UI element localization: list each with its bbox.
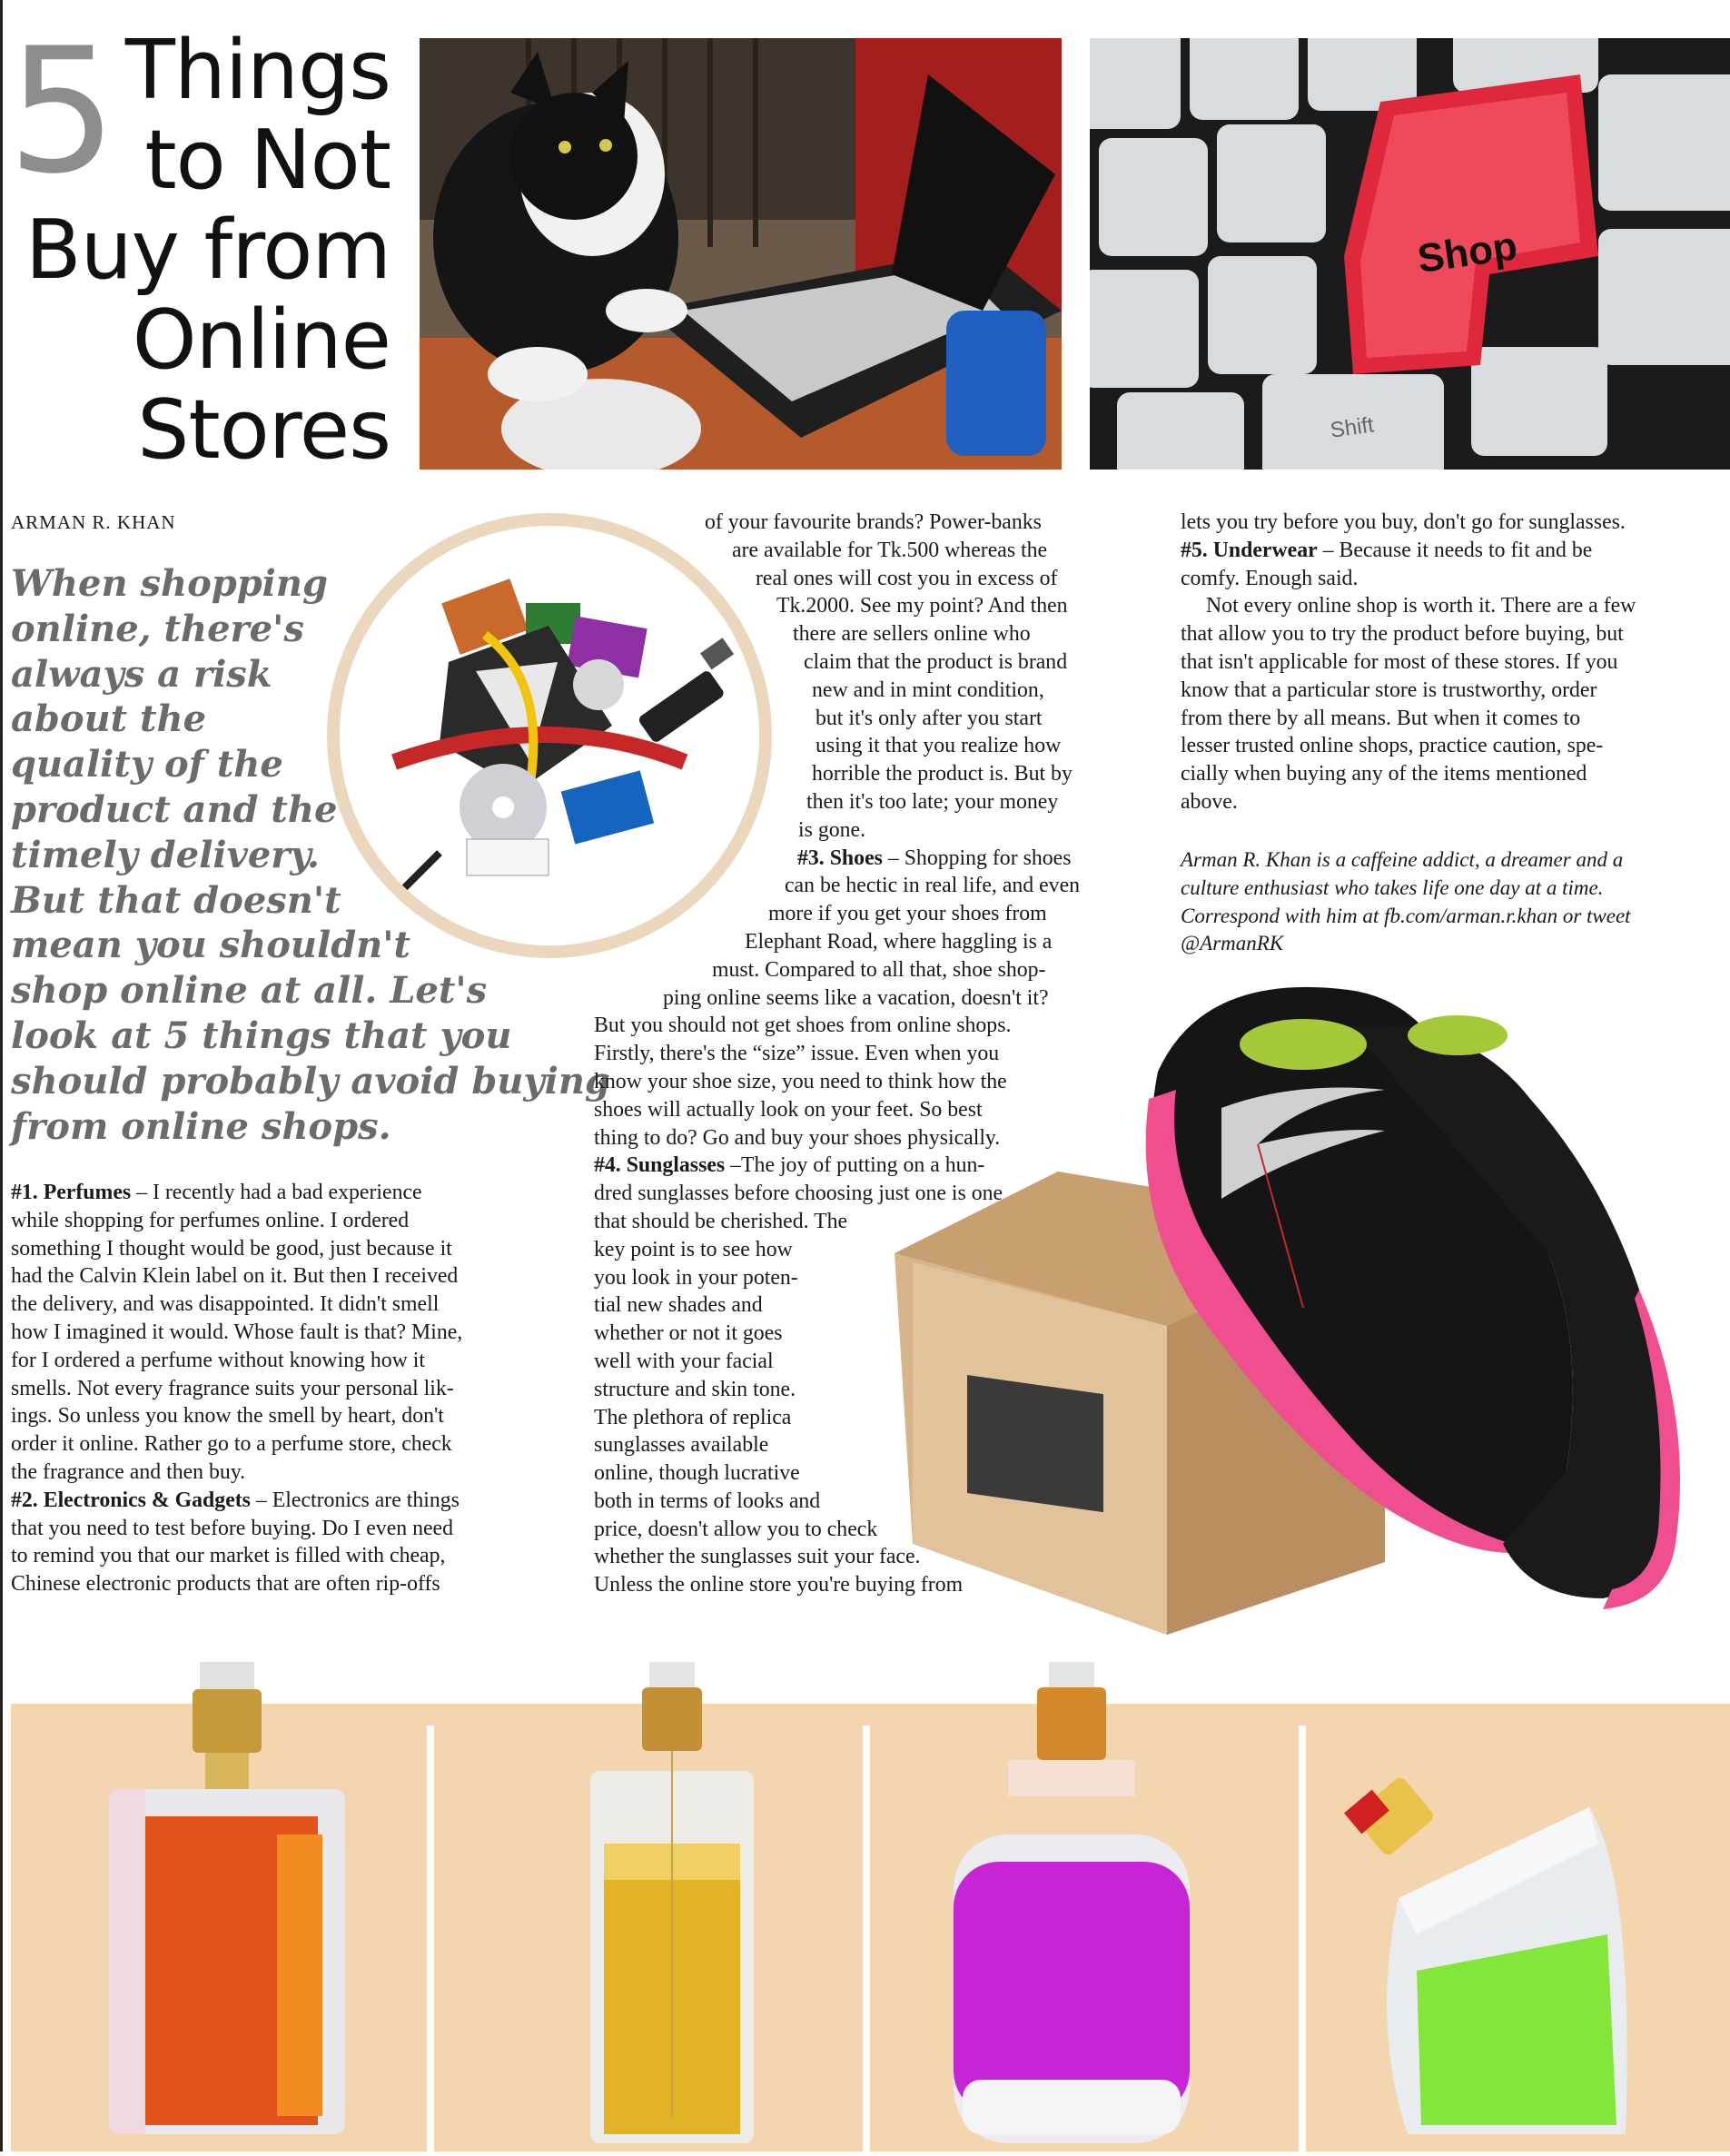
body-line: thing to do? Go and buy your shoes physically. [594, 1125, 1001, 1150]
perfume-divider [863, 1726, 870, 2151]
author-bio [1181, 846, 1725, 958]
cat-laptop-photo [420, 38, 1062, 470]
section-heading-perfumes: #1. Perfumes [11, 1181, 132, 1204]
lede-line: But that doesn't [11, 878, 341, 922]
body-line: Firstly, there's the “size” issue. Even when you [594, 1042, 1000, 1066]
lede-line: mean you shouldn't [11, 924, 410, 967]
bio-line: @ArmanRK [1181, 932, 1284, 955]
body-line: for I ordered a perfume without knowing how it [11, 1348, 425, 1372]
body-line: you look in your poten- [594, 1265, 798, 1290]
bio-line: Correspond with him at fb.com/arman.r.khan or tweet [1181, 904, 1631, 927]
body-line: must. Compared to all that, shoe shop- [712, 957, 1046, 982]
lede-line: look at 5 things that you [11, 1014, 512, 1057]
page-left-rule [0, 0, 3, 2151]
body-line: using it that you realize how [816, 734, 1062, 758]
body-line: The plethora of replica [594, 1405, 792, 1429]
body-line: that isn't applicable for most of these stores. If you [1181, 649, 1618, 674]
body-line: Not every online shop is worth it. There are a few [1206, 594, 1636, 618]
body-line: whether the sunglasses suit your face. [594, 1545, 921, 1569]
body-line: know your shoe size, you need to think how the [594, 1069, 1007, 1093]
body-line: lesser trusted online shops, practice caution, spe- [1181, 734, 1604, 758]
body-line: dred sunglasses before choosing just one is one [594, 1182, 1003, 1206]
body-line: key point is to see how [594, 1237, 793, 1261]
perfume-divider [1299, 1726, 1306, 2151]
body-line: smells. Not every fragrance suits your personal lik- [11, 1376, 454, 1400]
body-line: how I imagined it would. Whose fault is that? Mine, [11, 1320, 463, 1344]
orange-perfume-bottle [91, 1662, 363, 2151]
title-line: Online [132, 292, 390, 388]
green-perfume-bottle [1344, 1662, 1616, 2151]
lede-line: When shopping [11, 562, 328, 605]
body-line: is gone. [798, 817, 866, 842]
perfume-divider [427, 1726, 434, 2151]
body-line: that should be cherished. The [594, 1209, 848, 1233]
article-column-1 [11, 1179, 574, 1598]
bio-line: Arman R. Khan is a caffeine addict, a dreamer and a [1181, 848, 1624, 871]
section-heading-shoes: #3. Shoes [797, 846, 883, 870]
body-text: – Electronics are things [250, 1488, 460, 1512]
yellow-perfume-bottle [536, 1662, 808, 2151]
body-text: – I recently had a bad experience [131, 1181, 422, 1204]
body-line: new and in mint condition, [812, 677, 1044, 702]
body-line: had the Calvin Klein label on it. But then I received [11, 1264, 459, 1289]
body-line: are available for Tk.500 whereas the [732, 538, 1048, 562]
body-line: ings. So unless you know the smell by heart, don't [11, 1404, 444, 1429]
body-line: to remind you that our market is filled with cheap, [11, 1544, 446, 1568]
body-line: Tk.2000. See my point? And then [776, 594, 1068, 618]
lede-line: shop online at all. Let's [11, 969, 488, 1013]
lede-line: quality of the [11, 743, 283, 786]
bio-line: culture enthusiast who takes life one day at a time. [1181, 875, 1604, 899]
body-text: – Because it needs to fit and be [1317, 538, 1593, 562]
title-line: Stores [137, 382, 390, 478]
body-line: Elephant Road, where haggling is a [745, 929, 1053, 954]
section-heading-sunglasses: #4. Sunglasses [594, 1153, 726, 1178]
body-line: online, though lucrative [594, 1461, 800, 1486]
body-line: comfy. Enough said. [1181, 566, 1359, 590]
body-text: –The joy of putting on a hun- [725, 1153, 985, 1178]
body-line: something I thought would be good, just because it [11, 1236, 452, 1261]
body-line: of your favourite brands? Power-banks [705, 510, 1042, 534]
body-text: – Shopping for shoes [882, 846, 1072, 870]
body-line: can be hectic in real life, and even [785, 874, 1081, 898]
body-line: that allow you to try the product before buying, but [1181, 622, 1624, 647]
body-line: horrible the product is. But by [812, 762, 1073, 786]
body-line: the fragrance and then buy. [11, 1459, 246, 1484]
body-line: there are sellers online who [793, 622, 1031, 647]
body-line: ping online seems like a vacation, doesn't it? [663, 985, 1049, 1010]
byline: ARMAN R. KHAN [11, 511, 176, 533]
body-line: lets you try before you buy, don't go for sunglasses. [1181, 510, 1626, 534]
article-column-3 [1181, 509, 1725, 816]
body-line: Chinese electronic products that are often rip-offs [11, 1572, 440, 1597]
body-line: from there by all means. But when it comes to [1181, 706, 1581, 730]
body-line: sunglasses available [594, 1433, 769, 1458]
body-line: whether or not it goes [594, 1321, 783, 1346]
section-heading-underwear: #5. Underwear [1181, 538, 1318, 562]
body-line: claim that the product is brand [804, 649, 1068, 674]
body-line: real ones will cost you in excess of [756, 566, 1058, 590]
sneakers-shoebox-photo [876, 963, 1712, 1635]
body-line: but it's only after you start [816, 706, 1043, 730]
lede-line: always a risk [11, 652, 272, 696]
body-line: then it's too late; your money [806, 789, 1059, 814]
purple-perfume-bottle [935, 1662, 1208, 2151]
article-number: 5 [7, 11, 114, 212]
body-line: more if you get your shoes from [768, 902, 1047, 926]
body-line: that you need to test before buying. Do I even need [11, 1516, 454, 1540]
body-line: structure and skin tone. [594, 1377, 796, 1401]
title-line: Things [124, 23, 390, 118]
body-line: tial new shades and [594, 1293, 763, 1318]
lede-line: product and the [11, 787, 338, 831]
article-title [18, 23, 390, 478]
lede-line: about the [11, 697, 207, 741]
shop-key-label: Shop [1414, 223, 1520, 282]
title-line: Buy from [25, 203, 390, 298]
body-line: while shopping for perfumes online. I ordered [11, 1208, 410, 1232]
body-line: well with your facial [594, 1349, 774, 1373]
keyboard-shop-key-photo [1090, 38, 1730, 470]
body-line: price, doesn't allow you to check [594, 1517, 878, 1541]
body-line: Unless the online store you're buying from [594, 1573, 964, 1597]
lede-line: online, there's [11, 607, 304, 650]
body-line: know that a particular store is trustworthy, order [1181, 677, 1597, 702]
body-line: both in terms of looks and [594, 1488, 821, 1513]
title-line: to Not [144, 113, 390, 208]
shift-key-label: Shift [1329, 412, 1376, 443]
body-line: shoes will actually look on your feet. So best [594, 1097, 983, 1122]
lede-line: timely delivery. [11, 833, 320, 876]
body-line: But you should not get shoes from online shops. [594, 1014, 1012, 1038]
body-line: cially when buying any of the items mentioned [1181, 762, 1587, 786]
section-heading-electronics: #2. Electronics & Gadgets [11, 1488, 251, 1512]
body-line: order it online. Rather go to a perfume store, check [11, 1432, 452, 1457]
lede-line: should probably avoid buying [11, 1059, 610, 1103]
body-line: the delivery, and was disappointed. It didn't smell [11, 1292, 440, 1317]
body-line: above. [1181, 789, 1238, 814]
lede-line: from online shops. [11, 1104, 391, 1148]
